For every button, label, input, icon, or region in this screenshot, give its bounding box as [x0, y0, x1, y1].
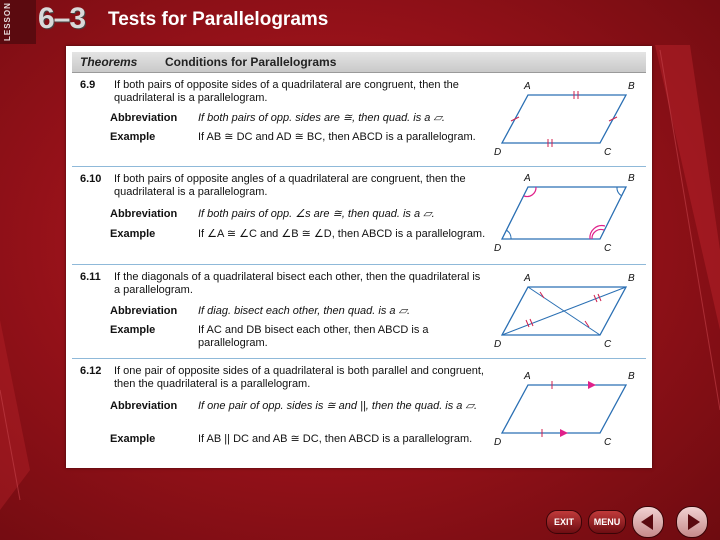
previous-button[interactable] — [632, 506, 664, 538]
right-arrow-icon — [688, 514, 700, 530]
abbreviation-label: Abbreviation — [110, 112, 178, 124]
theorem-number: 6.9 — [80, 79, 96, 91]
example-label: Example — [110, 228, 156, 240]
lesson-number: 6–3 — [38, 2, 86, 35]
vertex-b: B — [628, 273, 635, 284]
example-text: If AB || DC and AB ≅ DC, then ABCD is a parallelogram. — [198, 433, 473, 445]
vertex-b: B — [628, 371, 635, 382]
parallelogram-figure — [488, 169, 646, 255]
theorem-statement: If both pairs of opposite angles of a quadrilateral are congruent, then the quadrilateral is a parallelogram. — [114, 173, 466, 198]
abbreviation-text: If both pairs of opp. sides are ≅, then quad. is a ▱. — [198, 112, 445, 124]
example-label: Example — [110, 131, 156, 143]
vertex-b: B — [628, 81, 635, 92]
abbreviation-text: If one pair of opp. sides is ≅ and ||, then the quad. is a ▱. — [198, 400, 478, 412]
vertex-a: A — [524, 81, 531, 92]
vertex-c: C — [604, 437, 612, 448]
abbreviation-text: If diag. bisect each other, then quad. is a ▱. — [198, 305, 411, 317]
theorem-statement: If one pair of opposite sides of a quadrilateral is both parallel and congruent, then the quadrilateral is a parallelogram. — [114, 365, 484, 390]
lesson-tab — [0, 0, 36, 44]
vertex-a: A — [524, 173, 531, 184]
lesson-word: LESSON — [3, 2, 12, 42]
vertex-a: A — [524, 273, 531, 284]
panel-tag: Theorems — [80, 55, 138, 69]
example-text: If AB ≅ DC and AD ≅ BC, then ABCD is a parallelogram. — [198, 131, 476, 143]
vertex-d: D — [494, 339, 502, 350]
example-text: If ∠A ≅ ∠C and ∠B ≅ ∠D, then ABCD is a parallelogram. — [198, 228, 486, 240]
example-text: If AC and DB bisect each other, then ABCD is a parallelogram. — [198, 324, 429, 349]
lesson-header — [0, 0, 720, 44]
abbreviation-label: Abbreviation — [110, 400, 178, 412]
parallelogram-figure — [488, 365, 646, 451]
example-label: Example — [110, 324, 156, 336]
theorem-statement: If both pairs of opposite sides of a quadrilateral are congruent, then the quadrilateral is a parallelogram. — [114, 79, 459, 104]
example-label: Example — [110, 433, 156, 445]
panel-header — [72, 52, 646, 73]
left-arrow-icon — [641, 514, 653, 530]
abbreviation-label: Abbreviation — [110, 208, 178, 220]
menu-button[interactable]: MENU — [588, 510, 626, 534]
lesson-title: Tests for Parallelograms — [108, 9, 329, 30]
vertex-a: A — [524, 371, 531, 382]
vertex-c: C — [604, 339, 612, 350]
theorem-6-12 — [72, 359, 646, 462]
parallelogram-figure — [488, 75, 646, 161]
vertex-b: B — [628, 173, 635, 184]
vertex-d: D — [494, 147, 502, 158]
abbreviation-label: Abbreviation — [110, 305, 178, 317]
theorem-number: 6.12 — [80, 365, 102, 377]
vertex-c: C — [604, 147, 612, 158]
theorem-6-10 — [72, 167, 646, 265]
vertex-d: D — [494, 243, 502, 254]
abbreviation-text: If both pairs of opp. ∠s are ≅, then quad. is a ▱. — [198, 208, 435, 220]
exit-button[interactable]: EXIT — [546, 510, 582, 534]
parallelogram-figure — [488, 267, 646, 353]
next-button[interactable] — [676, 506, 708, 538]
vertex-d: D — [494, 437, 502, 448]
theorem-number: 6.10 — [80, 173, 102, 185]
theorem-6-11 — [72, 265, 646, 359]
theorem-6-9 — [72, 73, 646, 167]
theorem-panel — [66, 46, 652, 468]
vertex-c: C — [604, 243, 612, 254]
theorem-number: 6.11 — [80, 271, 101, 283]
theorem-statement: If the diagonals of a quadrilateral bisect each other, then the quadrilateral is a parallelogram. — [114, 271, 481, 296]
panel-title: Conditions for Parallelograms — [165, 55, 337, 69]
